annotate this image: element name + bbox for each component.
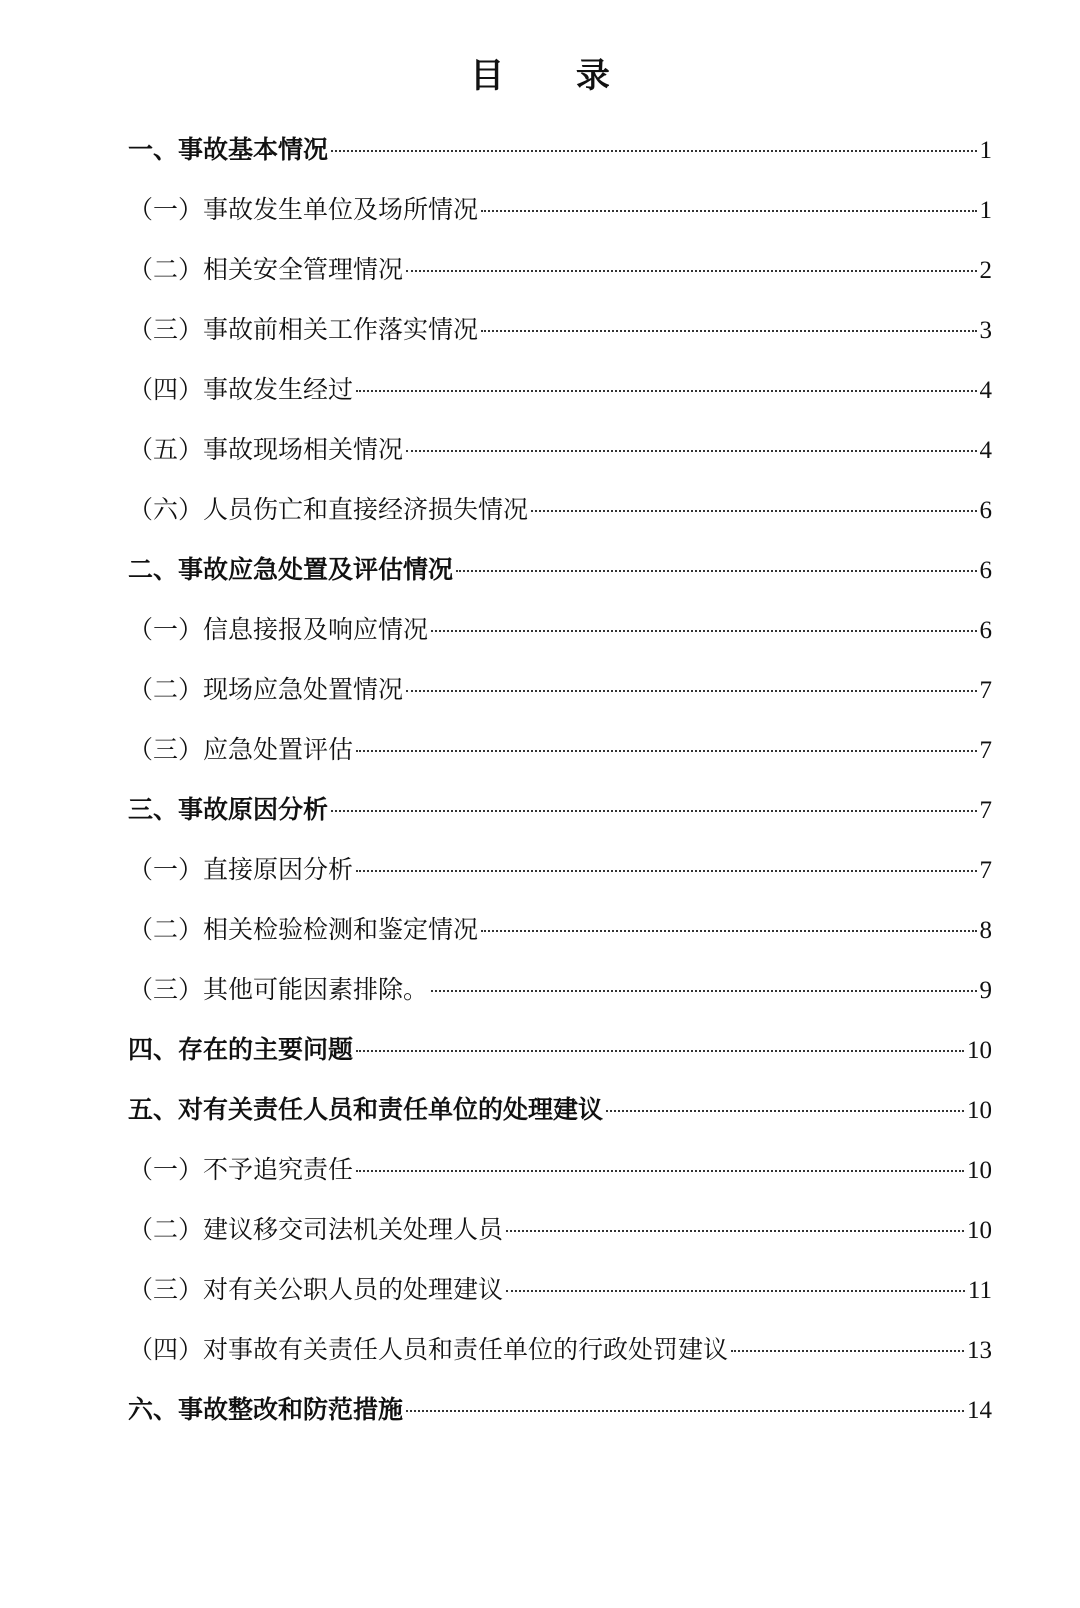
toc-entry-label: （一）直接原因分析 — [128, 855, 354, 884]
toc-subsection-entry[interactable] — [128, 1272, 992, 1332]
table-of-contents — [128, 132, 992, 1452]
toc-subsection-entry[interactable] — [128, 372, 992, 432]
toc-entry-label: （二）相关检验检测和鉴定情况 — [128, 915, 479, 944]
toc-page-number: 10 — [967, 1157, 992, 1184]
toc-dot-leader — [331, 810, 976, 812]
toc-subsection-entry[interactable] — [128, 1332, 992, 1392]
toc-dot-leader — [356, 870, 976, 872]
toc-entry-label: （三）对有关公职人员的处理建议 — [128, 1275, 504, 1304]
page-title: 目 录 — [470, 56, 640, 96]
toc-dot-leader — [506, 1290, 965, 1292]
toc-page-number: 4 — [979, 377, 992, 404]
toc-dot-leader — [356, 390, 976, 392]
toc-dot-leader — [481, 210, 976, 212]
toc-entry-label: （一）信息接报及响应情况 — [128, 615, 429, 644]
toc-page-number: 7 — [979, 797, 992, 824]
toc-entry-label: （一）事故发生单位及场所情况 — [128, 195, 479, 224]
toc-entry-label: （二）建议移交司法机关处理人员 — [128, 1215, 504, 1244]
toc-page-number: 13 — [967, 1337, 992, 1364]
toc-page-number: 6 — [979, 557, 992, 584]
toc-dot-leader — [506, 1230, 964, 1232]
toc-subsection-entry[interactable] — [128, 252, 992, 312]
toc-entry-label: （二）相关安全管理情况 — [128, 255, 404, 284]
toc-page-number: 10 — [967, 1097, 992, 1124]
toc-subsection-entry[interactable] — [128, 912, 992, 972]
toc-section-entry[interactable] — [128, 552, 992, 612]
toc-page-number: 6 — [979, 497, 992, 524]
toc-entry-label: （四）事故发生经过 — [128, 375, 354, 404]
toc-dot-leader — [356, 1170, 964, 1172]
toc-page-number: 10 — [967, 1037, 992, 1064]
toc-entry-label: （五）事故现场相关情况 — [128, 435, 404, 464]
toc-page-number: 7 — [979, 857, 992, 884]
toc-entry-label: 一、事故基本情况 — [128, 135, 329, 164]
toc-page-number: 7 — [979, 677, 992, 704]
toc-page-number: 4 — [979, 437, 992, 464]
toc-section-entry[interactable] — [128, 1032, 992, 1092]
toc-page-number: 9 — [979, 977, 992, 1004]
toc-dot-leader — [606, 1110, 964, 1112]
toc-dot-leader — [406, 690, 976, 692]
toc-dot-leader — [406, 450, 976, 452]
toc-section-entry[interactable] — [128, 1392, 992, 1452]
toc-page-number: 2 — [979, 257, 992, 284]
toc-subsection-entry[interactable] — [128, 852, 992, 912]
toc-entry-label: （六）人员伤亡和直接经济损失情况 — [128, 495, 529, 524]
toc-dot-leader — [456, 570, 976, 572]
toc-page-number: 3 — [979, 317, 992, 344]
toc-entry-label: （二）现场应急处置情况 — [128, 675, 404, 704]
toc-page-number: 7 — [979, 737, 992, 764]
toc-dot-leader — [356, 750, 976, 752]
toc-entry-label: 二、事故应急处置及评估情况 — [128, 555, 454, 584]
toc-subsection-entry[interactable] — [128, 672, 992, 732]
toc-dot-leader — [481, 930, 976, 932]
toc-dot-leader — [406, 270, 976, 272]
toc-entry-label: （一）不予追究责任 — [128, 1155, 354, 1184]
toc-entry-label: 三、事故原因分析 — [128, 795, 329, 824]
toc-entry-label: （三）应急处置评估 — [128, 735, 354, 764]
toc-page-number: 8 — [979, 917, 992, 944]
toc-subsection-entry[interactable] — [128, 1152, 992, 1212]
toc-page-number: 11 — [967, 1277, 992, 1304]
toc-subsection-entry[interactable] — [128, 312, 992, 372]
toc-entry-label: （四）对事故有关责任人员和责任单位的行政处罚建议 — [128, 1335, 729, 1364]
toc-section-entry[interactable] — [128, 792, 992, 852]
toc-subsection-entry[interactable] — [128, 192, 992, 252]
toc-subsection-entry[interactable] — [128, 492, 992, 552]
toc-dot-leader — [431, 630, 976, 632]
toc-page-number: 1 — [979, 137, 992, 164]
toc-page-number: 6 — [979, 617, 992, 644]
toc-entry-label: 四、存在的主要问题 — [128, 1035, 354, 1064]
toc-entry-label: 五、对有关责任人员和责任单位的处理建议 — [128, 1095, 604, 1124]
toc-section-entry[interactable] — [128, 1092, 992, 1152]
toc-page-number: 1 — [979, 197, 992, 224]
toc-dot-leader — [331, 150, 976, 152]
toc-subsection-entry[interactable] — [128, 972, 992, 1032]
toc-entry-label: 六、事故整改和防范措施 — [128, 1395, 404, 1424]
toc-dot-leader — [481, 330, 976, 332]
toc-entry-label: （三）事故前相关工作落实情况 — [128, 315, 479, 344]
toc-subsection-entry[interactable] — [128, 432, 992, 492]
toc-page-number: 14 — [967, 1397, 992, 1424]
toc-subsection-entry[interactable] — [128, 732, 992, 792]
toc-subsection-entry[interactable] — [128, 1212, 992, 1272]
toc-dot-leader — [356, 1050, 964, 1052]
toc-dot-leader — [406, 1410, 964, 1412]
toc-section-entry[interactable] — [128, 132, 992, 192]
toc-dot-leader — [531, 510, 976, 512]
toc-dot-leader — [731, 1350, 964, 1352]
toc-subsection-entry[interactable] — [128, 612, 992, 672]
toc-page-number: 10 — [967, 1217, 992, 1244]
toc-entry-label: （三）其他可能因素排除。 — [128, 975, 429, 1004]
toc-dot-leader — [431, 990, 976, 992]
